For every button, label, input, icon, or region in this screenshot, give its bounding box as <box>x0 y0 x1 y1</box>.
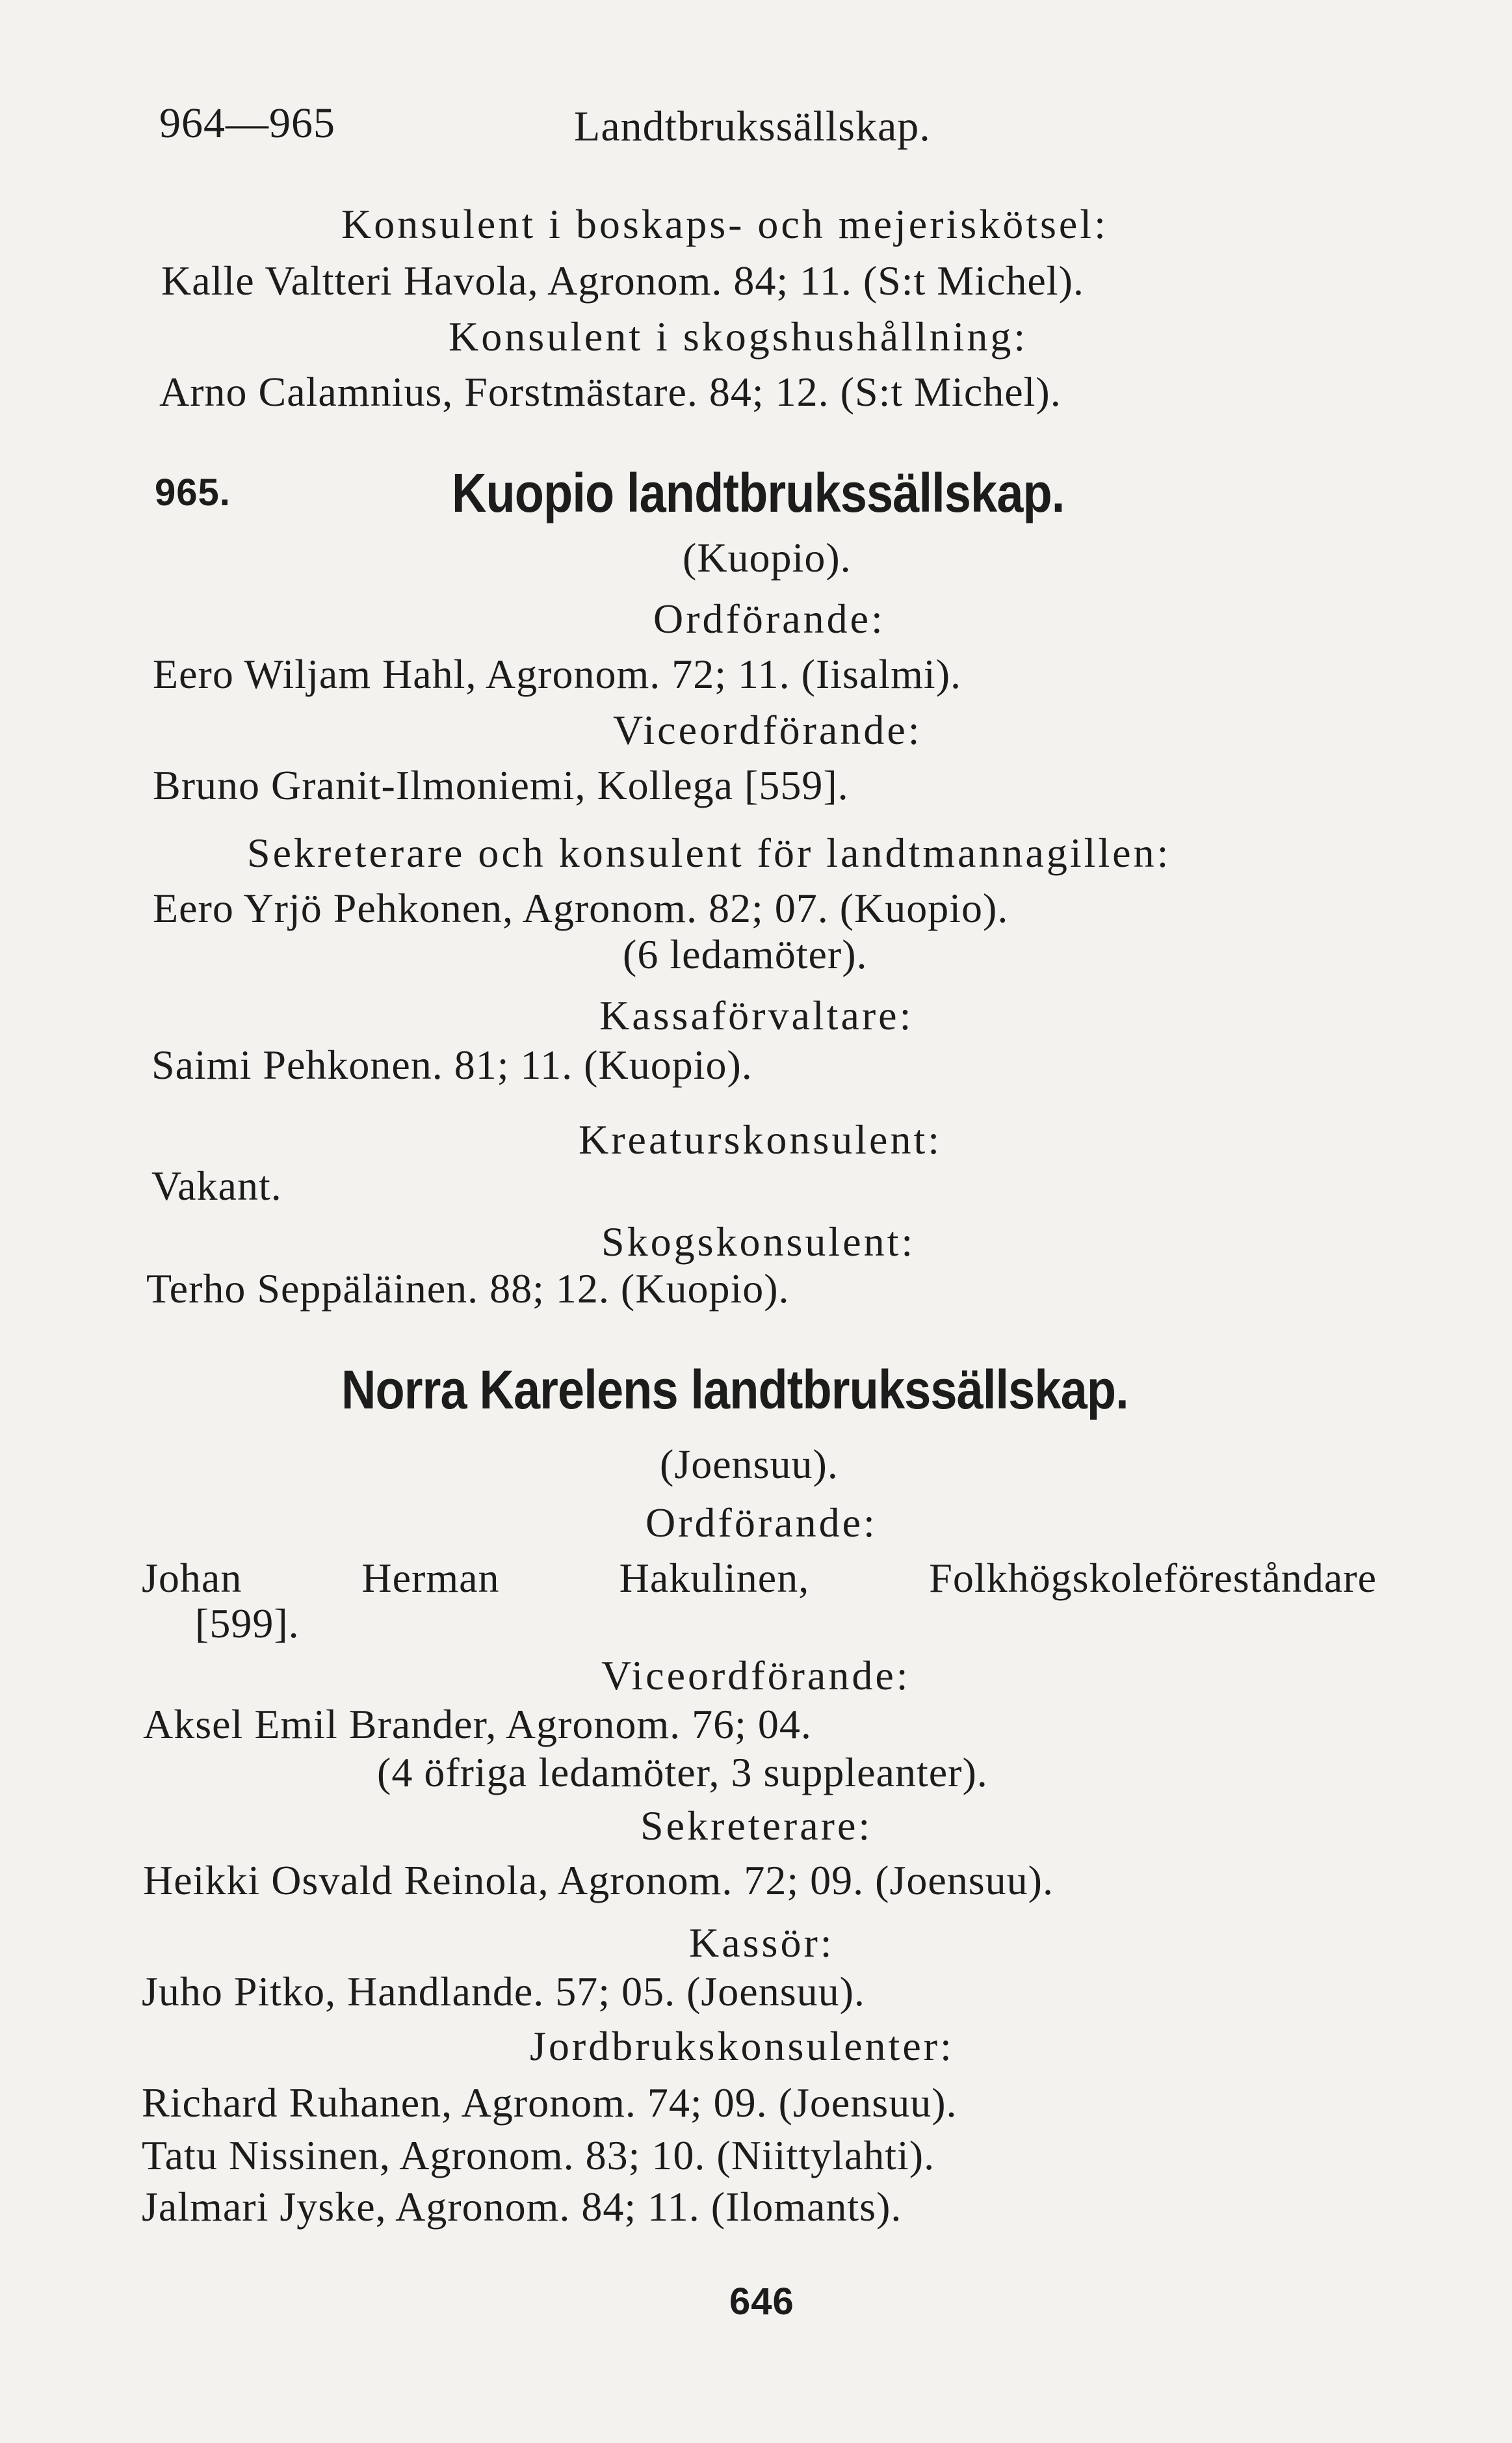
section-number: 965. <box>155 471 231 514</box>
kuopio-kreaturskonsulent-person: Vakant. <box>151 1163 282 1209</box>
kuopio-location: (Kuopio). <box>683 535 852 581</box>
konsulent-boskap-heading: Konsulent i boskaps- och mejeriskötsel: <box>341 201 1108 247</box>
norra-karelen-viceordforande-person: Aksel Emil Brander, Agronom. 76; 04. <box>143 1701 812 1747</box>
kuopio-kassaforvaltare-person: Saimi Pehkonen. 81; 11. (Kuopio). <box>151 1042 753 1088</box>
norra-karelen-ordforande-heading: Ordförande: <box>645 1499 878 1546</box>
kuopio-title: Kuopio landtbrukssällskap. <box>452 462 1065 523</box>
norra-karelen-kassor-person: Juho Pitko, Handlande. 57; 05. (Joensuu). <box>142 1968 865 2014</box>
norra-karelen-kassor-heading: Kassör: <box>689 1920 835 1966</box>
kuopio-viceordforande-person: Bruno Granit-Ilmoniemi, Kollega [559]. <box>153 762 849 808</box>
kuopio-ordforande-person: Eero Wiljam Hahl, Agronom. 72; 11. (Iisalmi). <box>153 651 961 697</box>
norra-karelen-ordforande-person-line1: Johan Herman Hakulinen, Folkhögskoleföreståndare <box>142 1555 1377 1601</box>
norra-karelen-jordbruk-person-1: Richard Ruhanen, Agronom. 74; 09. (Joensuu). <box>142 2080 958 2126</box>
norra-karelen-sekreterare-heading: Sekreterare: <box>640 1803 873 1849</box>
norra-karelen-title: Norra Karelens landtbrukssällskap. <box>341 1359 1128 1420</box>
konsulent-boskap-person: Kalle Valtteri Havola, Agronom. 84; 11. (S:t Michel). <box>161 258 1084 304</box>
norra-karelen-viceordforande-heading: Viceordförande: <box>601 1652 911 1698</box>
kuopio-viceordforande-heading: Viceordförande: <box>613 707 922 753</box>
kuopio-ordforande-heading: Ordförande: <box>653 596 885 642</box>
page-range: 964—965 <box>159 99 335 147</box>
norra-karelen-jordbruk-heading: Jordbrukskonsulenter: <box>530 2023 954 2069</box>
kuopio-skogskonsulent-person: Terho Seppäläinen. 88; 12. (Kuopio). <box>146 1265 790 1312</box>
kuopio-ledamoter: (6 ledamöter). <box>623 931 868 977</box>
norra-karelen-ledamoter: (4 öfriga ledamöter, 3 suppleanter). <box>377 1749 988 1795</box>
konsulent-skog-heading: Konsulent i skogshushållning: <box>449 313 1028 360</box>
norra-karelen-ordforande-person-line2: [599]. <box>195 1600 300 1646</box>
page-number: 646 <box>729 2280 794 2323</box>
kuopio-kreaturskonsulent-heading: Kreaturskonsulent: <box>579 1116 942 1163</box>
kuopio-sekreterare-heading: Sekreterare och konsulent för landtmannagillen: <box>247 830 1171 876</box>
norra-karelen-jordbruk-person-2: Tatu Nissinen, Agronom. 83; 10. (Niittylahti). <box>142 2132 935 2178</box>
konsulent-skog-person: Arno Calamnius, Forstmästare. 84; 12. (S:t Michel). <box>159 369 1062 415</box>
kuopio-sekreterare-person: Eero Yrjö Pehkonen, Agronom. 82; 07. (Kuopio). <box>153 885 1009 931</box>
norra-karelen-location: (Joensuu). <box>660 1441 839 1487</box>
norra-karelen-jordbruk-person-3: Jalmari Jyske, Agronom. 84; 11. (Ilomants). <box>142 2184 902 2230</box>
norra-karelen-sekreterare-person: Heikki Osvald Reinola, Agronom. 72; 09. (Joensuu). <box>143 1857 1054 1903</box>
running-title: Landtbrukssällskap. <box>574 103 931 150</box>
kuopio-kassaforvaltare-heading: Kassaförvaltare: <box>599 992 914 1038</box>
kuopio-skogskonsulent-heading: Skogskonsulent: <box>601 1219 916 1265</box>
